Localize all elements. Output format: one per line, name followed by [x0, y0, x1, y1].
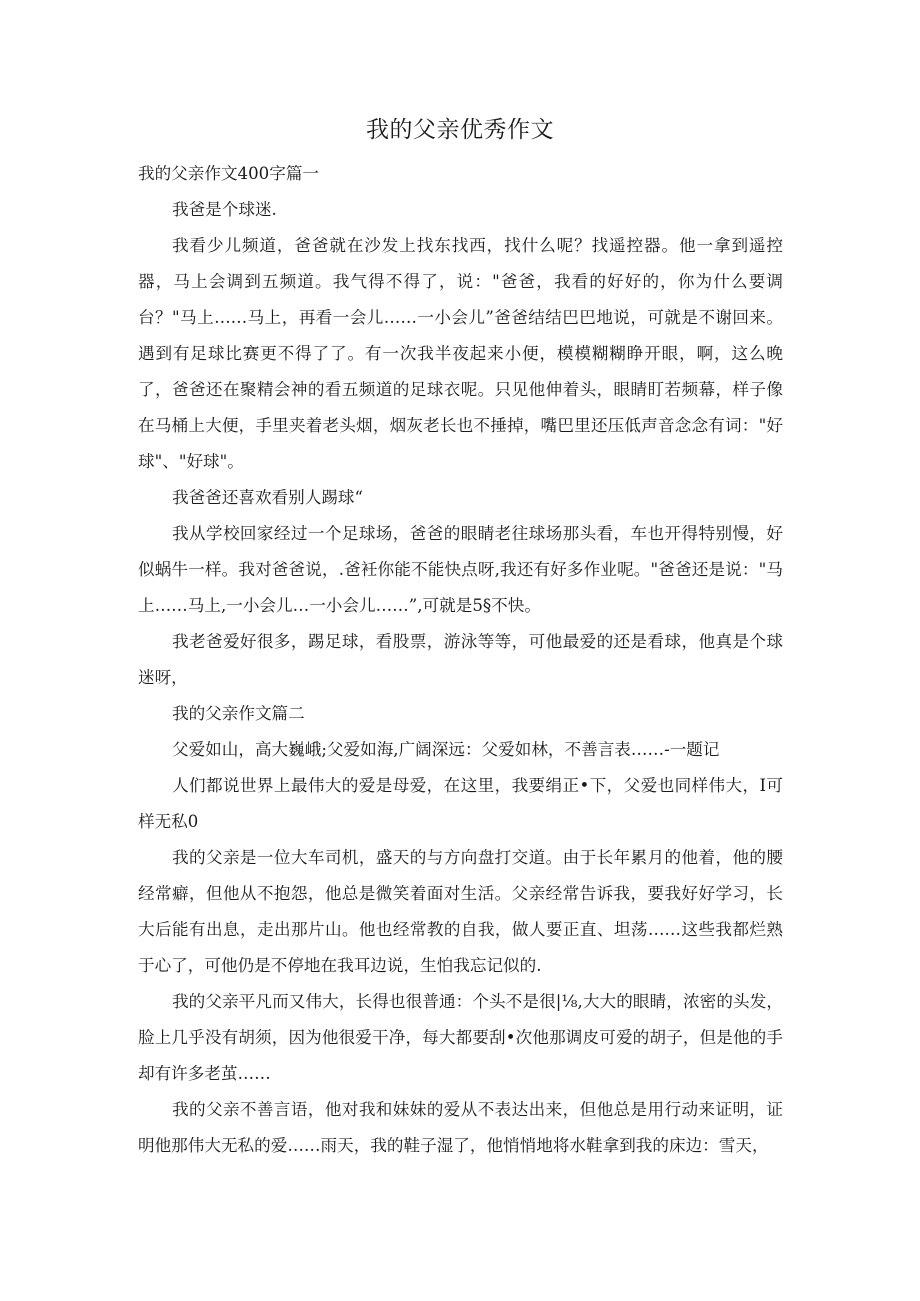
paragraph: 我的父亲是一位大车司机，盛天的与方向盘打交道。由于长年累月的他着，他的腰经常癖，但他从不抱怨，他总是微笑着面对生活。父亲经常告诉我，要我好好学习，长大后能有出息，走出那片山。他也经常教的自我，做人要正直、坦荡……这些我都烂熟于心了，可他仍是不停地在我耳边说，生怕我忘记似的. [138, 848, 783, 975]
epigraph: 父爱如山，高大巍峨;父爱如海,广阔深远：父爱如林，不善言表……-一题记 [172, 740, 720, 759]
section-heading-one: 我的父亲作文400字篇一 [138, 164, 320, 183]
paragraph: 我看少儿频道，爸爸就在沙发上找东找西，找什么呢？找遥控器。他一拿到遥控器，马上会调到五频道。我气得不得了，说："爸爸，我看的好好的，你为什么要调台？"马上……马上，再看一会儿……一小会儿”爸爸结结巴巴地说，可就是不谢回来。遇到有足球比赛更不得了了。有一次我半夜起来小便，模模糊糊睁开眼，啊，这么晚了，爸爸还在聚精会神的看五频道的足球衣呢。只见他伸着头，眼睛盯若频幕，样子像在马桶上大便，手里夹着老头烟，烟灰老长也不捶掉，嘴巴里还压低声音念念有词："好球"、"好球"。 [138, 236, 783, 471]
paragraph: 人们都说世界上最伟大的爱是母爱，在这里，我要绢正•下，父爱也同样伟大，I可样无私0 [138, 776, 783, 831]
paragraph: 我从学校回家经过一个足球场，爸爸的眼睛老往球场那头看，车也开得特别慢，好似蜗牛一样。我对爸爸说，.爸衽你能不能快点呀,我还有好多作业呢。"爸爸还是说："马上……马上,一小会儿…一小会儿……”,可就是5§不快。 [138, 524, 783, 615]
paragraph: 我爸爸还喜欢看别人踢球“ [172, 488, 364, 507]
paragraph: 我爸是个球迷. [172, 200, 277, 219]
paragraph: 我老爸爱好很多，踢足球，看股票，游泳等等，可他最爱的还是看球，他真是个球迷呀， [138, 632, 783, 687]
document-body [138, 156, 783, 1164]
paragraph: 我的父亲平凡而又伟大，长得也很普通：个头不是很|⅛,大大的眼睛，浓密的头发，脸上几乎没有胡须，因为他很爱干净，每大都要刮•次他那调皮可爱的胡子，但是他的手却有许多老茧…… [138, 992, 783, 1083]
section-heading-two: 我的父亲作文篇二 [172, 704, 305, 723]
document-title: 我的父亲优秀作文 [366, 117, 554, 143]
paragraph: 我的父亲不善言语，他对我和妹妹的爱从不表达出来，但他总是用行动来证明，证明他那伟大无私的爱……雨天，我的鞋子湿了，他悄悄地将水鞋拿到我的床边：雪天， [138, 1100, 783, 1155]
